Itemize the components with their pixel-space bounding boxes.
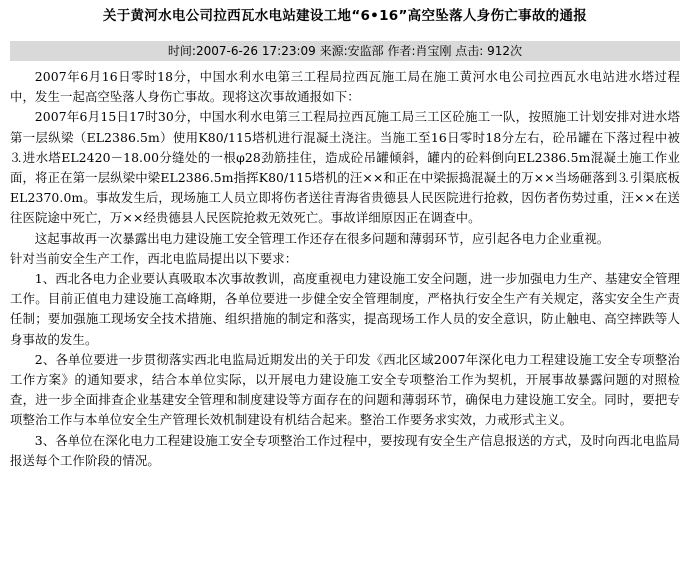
paragraph-intro: 2007年6月16日零时18分，中国水利水电第三工程局拉西瓦施工局在施工黄河水电公司拉西瓦水电站进水塔过程中，发生一起高空坠落人身伤亡事故。现将这次事故通报如下： <box>10 69 680 105</box>
paragraph-requirement-1: 1、西北各电力企业要认真吸取本次事故教训，高度重视电力建设施工安全问题，进一步加强电力生产、基建安全管理工作。目前正值电力建设施工高峰期，各单位要进一步健全安全管理制度，严格执行安全生产有关规定，落实安全生产责任制；要加强施工现场安全技术措施、组织措施的制定和落实，提高现场工作人员的安全意识，防止触电、高空摔跌等人身事故的发生。 <box>10 271 680 347</box>
article-title: 关于黄河水电公司拉西瓦水电站建设工地“6•16”高空坠落人身伤亡事故的通报 <box>102 8 588 24</box>
paragraph-requirement-3: 3、各单位在深化电力工程建设施工安全专项整治工作过程中，要按现有安全生产信息报送的方式，及时向西北电监局报送每个工作阶段的情况。 <box>10 432 680 468</box>
article <box>10 6 680 471</box>
paragraph-warning: 这起事故再一次暴露出电力建设施工安全管理工作还存在很多问题和薄弱环节，应引起各电力企业重视。 <box>34 230 610 246</box>
article-body <box>10 67 680 471</box>
paragraph-incident-details: 2007年6月15日17时30分，中国水利水电第三工程局拉西瓦施工局三工区砼施工一队，按照施工计划安排对进水塔第一层纵梁（EL2386.5m）使用K80/115塔机进行混凝土浇注。当施工至16日零时18分左右，砼吊罐在下落过程中被⒊进水塔EL2420－18.00分缝处的一根φ28劲筋挂住，造成砼吊罐倾斜，罐内的砼料倒向EL2386.5m混凝土施工作业面，将正在第一层纵梁中梁EL2386.5m指挥K80/115塔机的汪××和正在中梁振捣混凝土的万××当场砸落到⒊引渠底板EL2370.0m。事故发生后，现场施工人员立即将伤者送往青海省贵德县人民医院进行抢救，因伤者伤势过重，汪××在送往医院途中死亡，万××经贵德县人民医院抢救无效死亡。事故详细原因正在调查中。 <box>10 109 680 226</box>
article-meta-bar: 时间:2007-6-26 17:23:09 来源:安监部 作者:肖宝刚 点击: 912次 <box>10 41 680 61</box>
paragraph-requirement-2: 2、各单位要进一步贯彻落实西北电监局近期发出的关于印发《西北区域2007年深化电力工程建设施工安全专项整治工作方案》的通知要求，结合本单位实际，以开展电力建设施工安全专项整治工作为契机，开展事故暴露问题的对照检查，进一步全面排查企业基建安全管理和制度建设等方面存在的问题和薄弱环节，确保电力建设施工安全。同时，要把专项整治工作与本单位安全生产管理长效机制建设有机结合起来。整治工作要务求实效，力戒形式主义。 <box>10 351 680 428</box>
paragraph-requirements-heading: 针对当前安全生产工作，西北电监局提出以下要求： <box>10 250 298 266</box>
